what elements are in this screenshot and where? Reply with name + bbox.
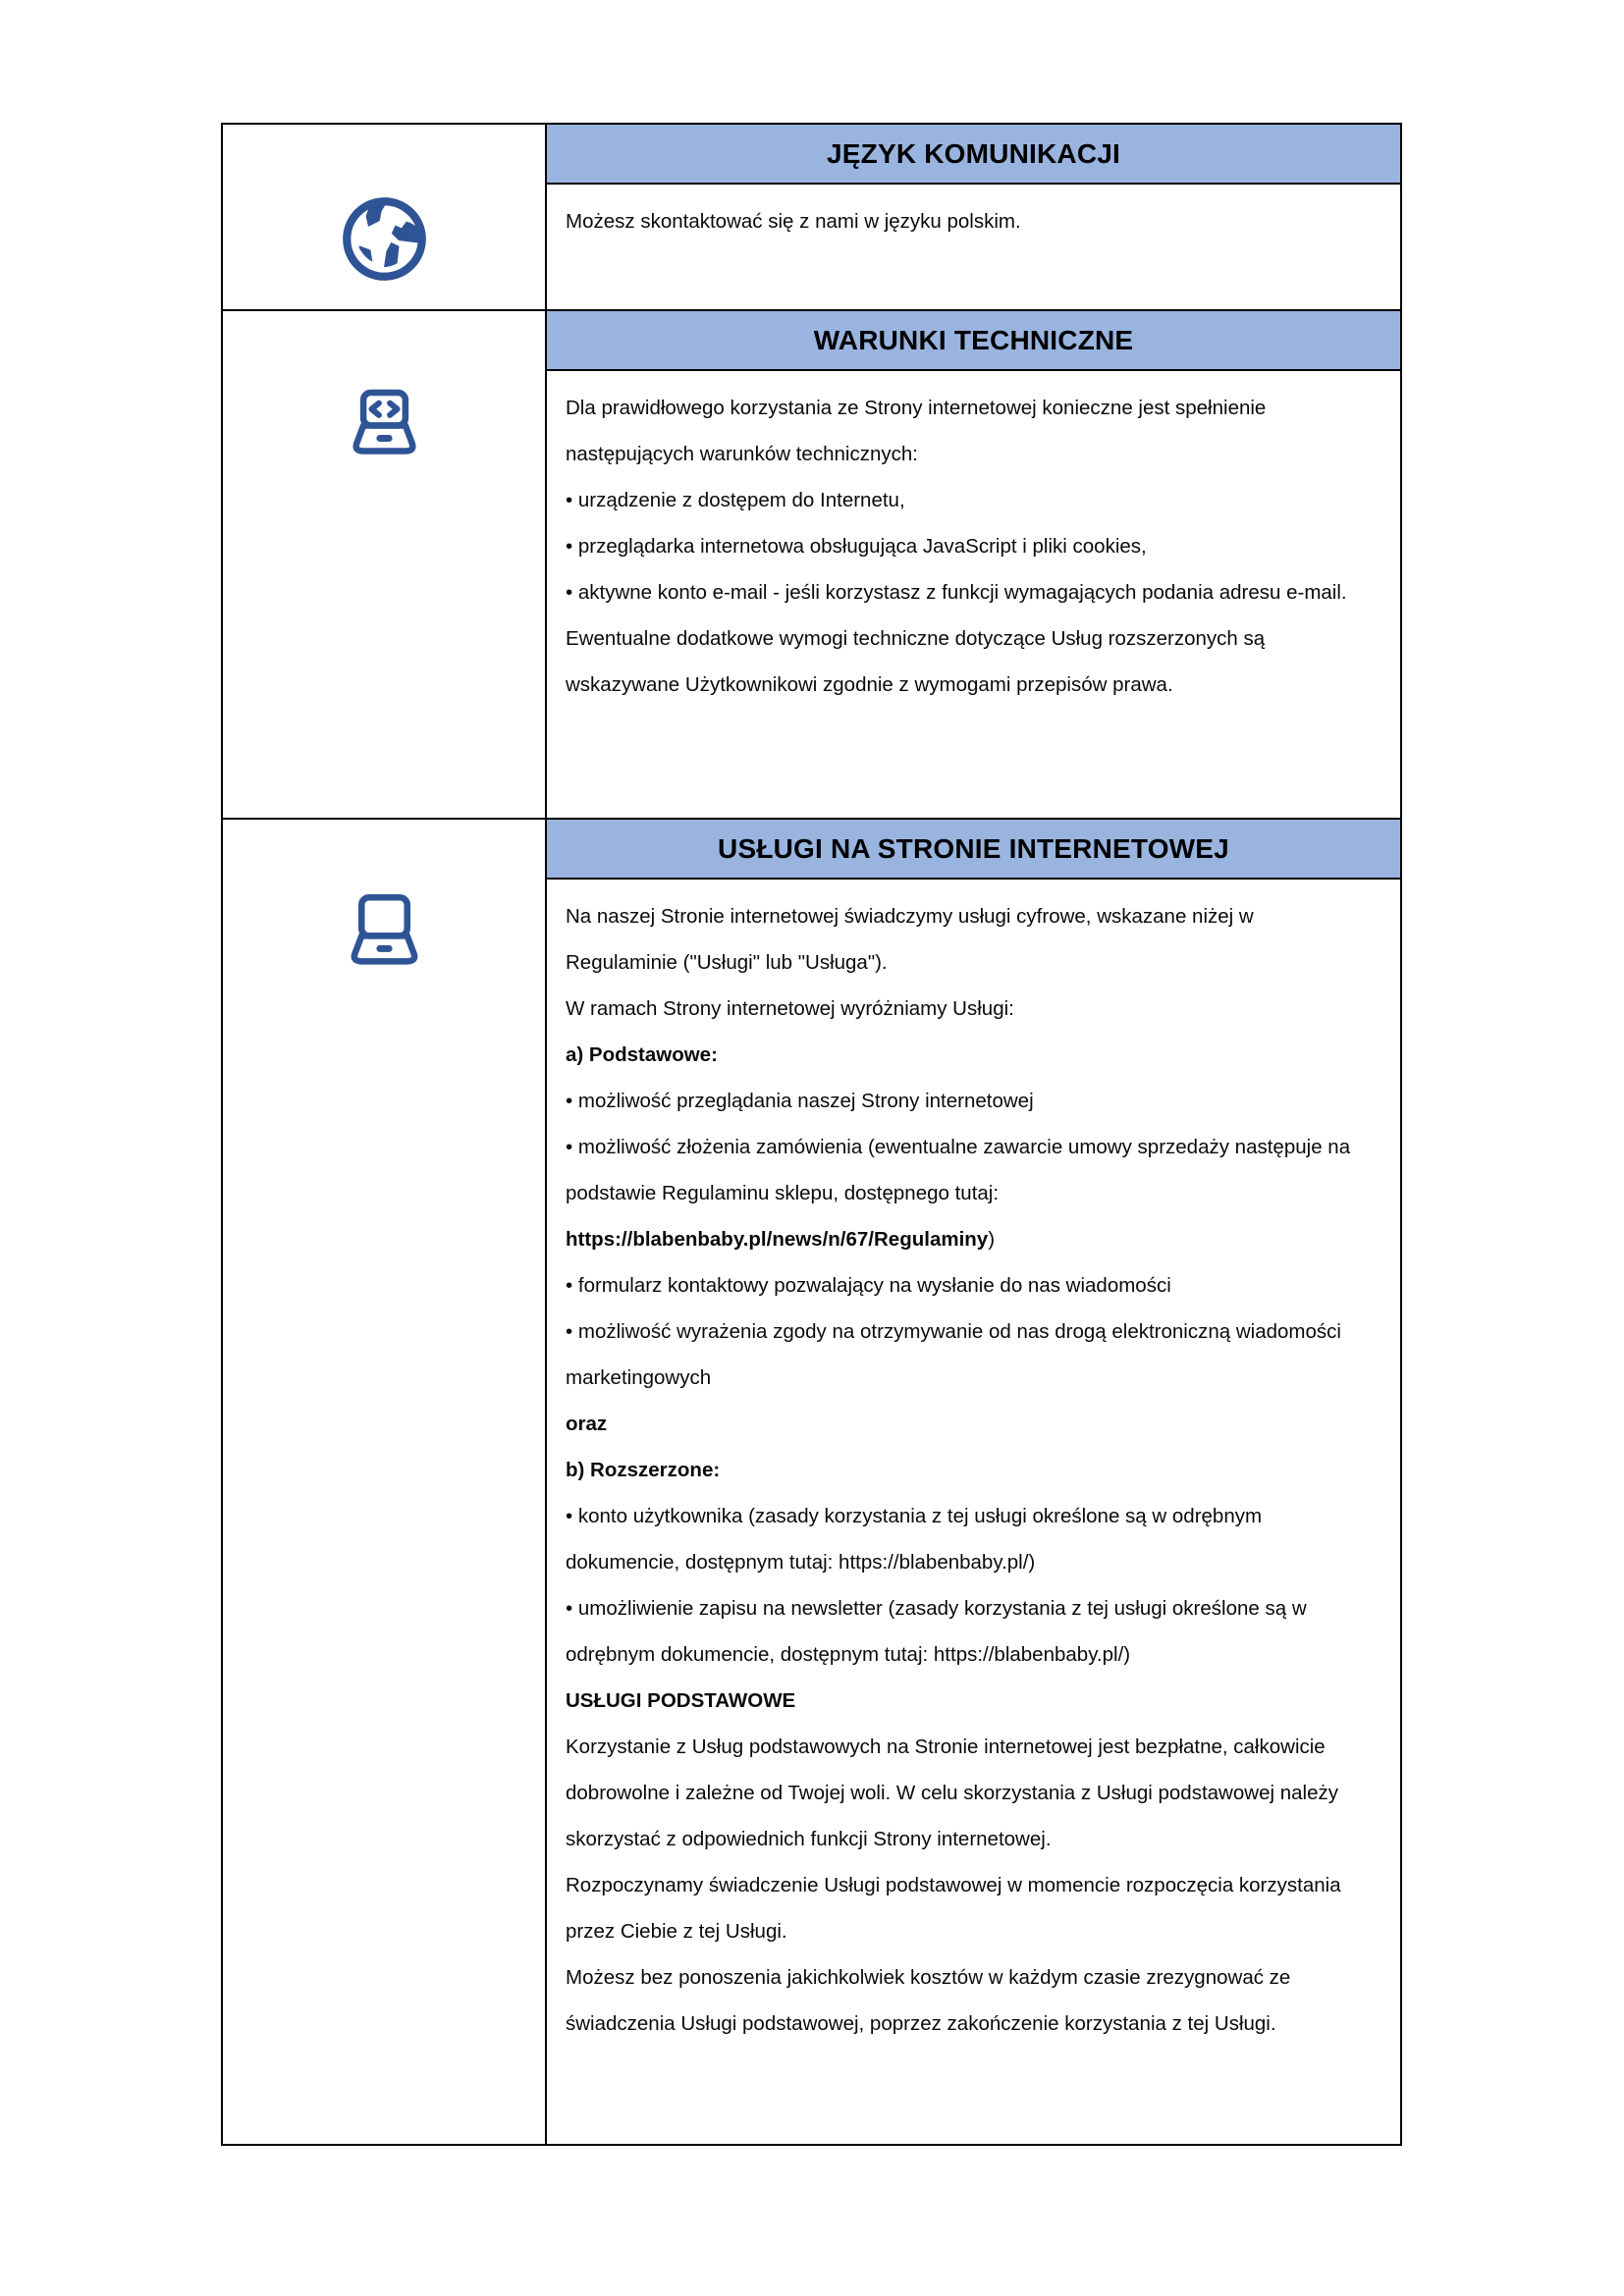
paragraph [566, 893, 1357, 986]
paragraph [566, 477, 1357, 523]
section-header-jezyk-komunikacji: JĘZYK KOMUNIKACJI [547, 125, 1400, 185]
text-run-bold: oraz [566, 1413, 608, 1435]
terms-table [221, 123, 1402, 2146]
paragraph [566, 1308, 1357, 1401]
laptop-code-icon [339, 380, 430, 471]
text-run: Na naszej Stronie internetowej świadczymy usługi cyfrowe, wskazane niżej w Regulaminie ("Usługi" lub "Usługa"). [566, 905, 1254, 974]
text-run: • możliwość wyrażenia zgody na otrzymywanie od nas drogą elektroniczną wiadomości marketingowych [566, 1320, 1341, 1389]
section-body-uslugi-na-stronie-internetowej [547, 880, 1400, 2066]
text-run: • umożliwienie zapisu na newsletter (zasady korzystania z tej usługi określone są w odrębnym dokumencie, dostępnym tutaj: https://blabenbaby.pl/) [566, 1597, 1307, 1666]
laptop-icon [339, 888, 430, 980]
text-run: Możesz skontaktować się z nami w języku polskim. [566, 210, 1021, 233]
paragraph [566, 1862, 1357, 1954]
paragraph [566, 1724, 1357, 1862]
text-run-bold: b) Rozszerzone: [566, 1459, 721, 1481]
text-run-bold: https://blabenbaby.pl/news/n/67/Regulaminy [566, 1228, 989, 1251]
globe-icon [339, 193, 430, 285]
text-run: • możliwość złożenia zamówienia (ewentualne zawarcie umowy sprzedaży następuje na podstawie Regulaminu sklepu, dostępnego tutaj: [566, 1136, 1351, 1204]
icon-cell-uslugi-na-stronie-internetowej [223, 820, 547, 2144]
text-run: Możesz bez ponoszenia jakichkolwiek kosztów w każdym czasie zrezygnować ze świadczenia Usługi podstawowej, poprzez zakończenie korzystania z tej Usługi. [566, 1966, 1291, 2035]
paragraph [566, 198, 1357, 244]
text-run: Korzystanie z Usług podstawowych na Stronie internetowej jest bezpłatne, całkowicie dobrowolne i zależne od Twojej woli. W celu skorzystania z Usługi podstawowej należy skorzystać z odpowiednich funkcji Strony internetowej. [566, 1735, 1338, 1850]
text-run: Rozpoczynamy świadczenie Usługi podstawowej w momencie rozpoczęcia korzystania przez Ciebie z tej Usługi. [566, 1874, 1341, 1943]
content-cell-warunki-techniczne [547, 311, 1400, 818]
section-header-uslugi-na-stronie-internetowej: USŁUGI NA STRONIE INTERNETOWEJ [547, 820, 1400, 880]
text-run: • urządzenie z dostępem do Internetu, [566, 489, 905, 511]
paragraph [566, 1678, 1357, 1724]
paragraph [566, 569, 1357, 615]
text-run: • aktywne konto e-mail - jeśli korzystasz z funkcji wymagających podania adresu e-mail. [566, 581, 1347, 604]
text-run: • możliwość przeglądania naszej Strony internetowej [566, 1090, 1034, 1112]
text-run: • konto użytkownika (zasady korzystania z tej usługi określone są w odrębnym dokumencie, dostępnym tutaj: https://blabenbaby.pl/) [566, 1505, 1263, 1574]
paragraph [566, 523, 1357, 569]
paragraph [566, 1401, 1357, 1447]
text-run: • formularz kontaktowy pozwalający na wysłanie do nas wiadomości [566, 1274, 1171, 1297]
text-run: Dla prawidłowego korzystania ze Strony internetowej konieczne jest spełnienie następujących warunków technicznych: [566, 397, 1267, 465]
paragraph [566, 1032, 1357, 1078]
text-run-bold: a) Podstawowe: [566, 1043, 718, 1066]
text-run-bold: USŁUGI PODSTAWOWE [566, 1689, 796, 1712]
section-row-jezyk-komunikacji [223, 125, 1400, 309]
paragraph [566, 1954, 1357, 2047]
text-run: ) [988, 1228, 996, 1251]
paragraph [566, 1124, 1357, 1262]
text-run: W ramach Strony internetowej wyróżniamy Usługi: [566, 997, 1014, 1020]
section-row-warunki-techniczne [223, 309, 1400, 818]
section-row-uslugi-na-stronie-internetowej [223, 818, 1400, 2144]
content-cell-jezyk-komunikacji [547, 125, 1400, 309]
section-body-warunki-techniczne [547, 371, 1400, 727]
paragraph [566, 1493, 1357, 1585]
text-run: Ewentualne dodatkowe wymogi techniczne dotyczące Usług rozszerzonych są wskazywane Użytkownikowi zgodnie z wymogami przepisów prawa. [566, 627, 1266, 696]
paragraph [566, 986, 1357, 1032]
text-run: • przeglądarka internetowa obsługująca JavaScript i pliki cookies, [566, 535, 1147, 558]
paragraph [566, 385, 1357, 477]
paragraph [566, 615, 1357, 708]
paragraph [566, 1447, 1357, 1493]
icon-cell-jezyk-komunikacji [223, 125, 547, 309]
content-cell-uslugi-na-stronie-internetowej [547, 820, 1400, 2144]
paragraph [566, 1585, 1357, 1678]
paragraph [566, 1262, 1357, 1308]
section-header-warunki-techniczne: WARUNKI TECHNICZNE [547, 311, 1400, 371]
section-body-jezyk-komunikacji [547, 185, 1400, 264]
icon-cell-warunki-techniczne [223, 311, 547, 818]
paragraph [566, 1078, 1357, 1124]
